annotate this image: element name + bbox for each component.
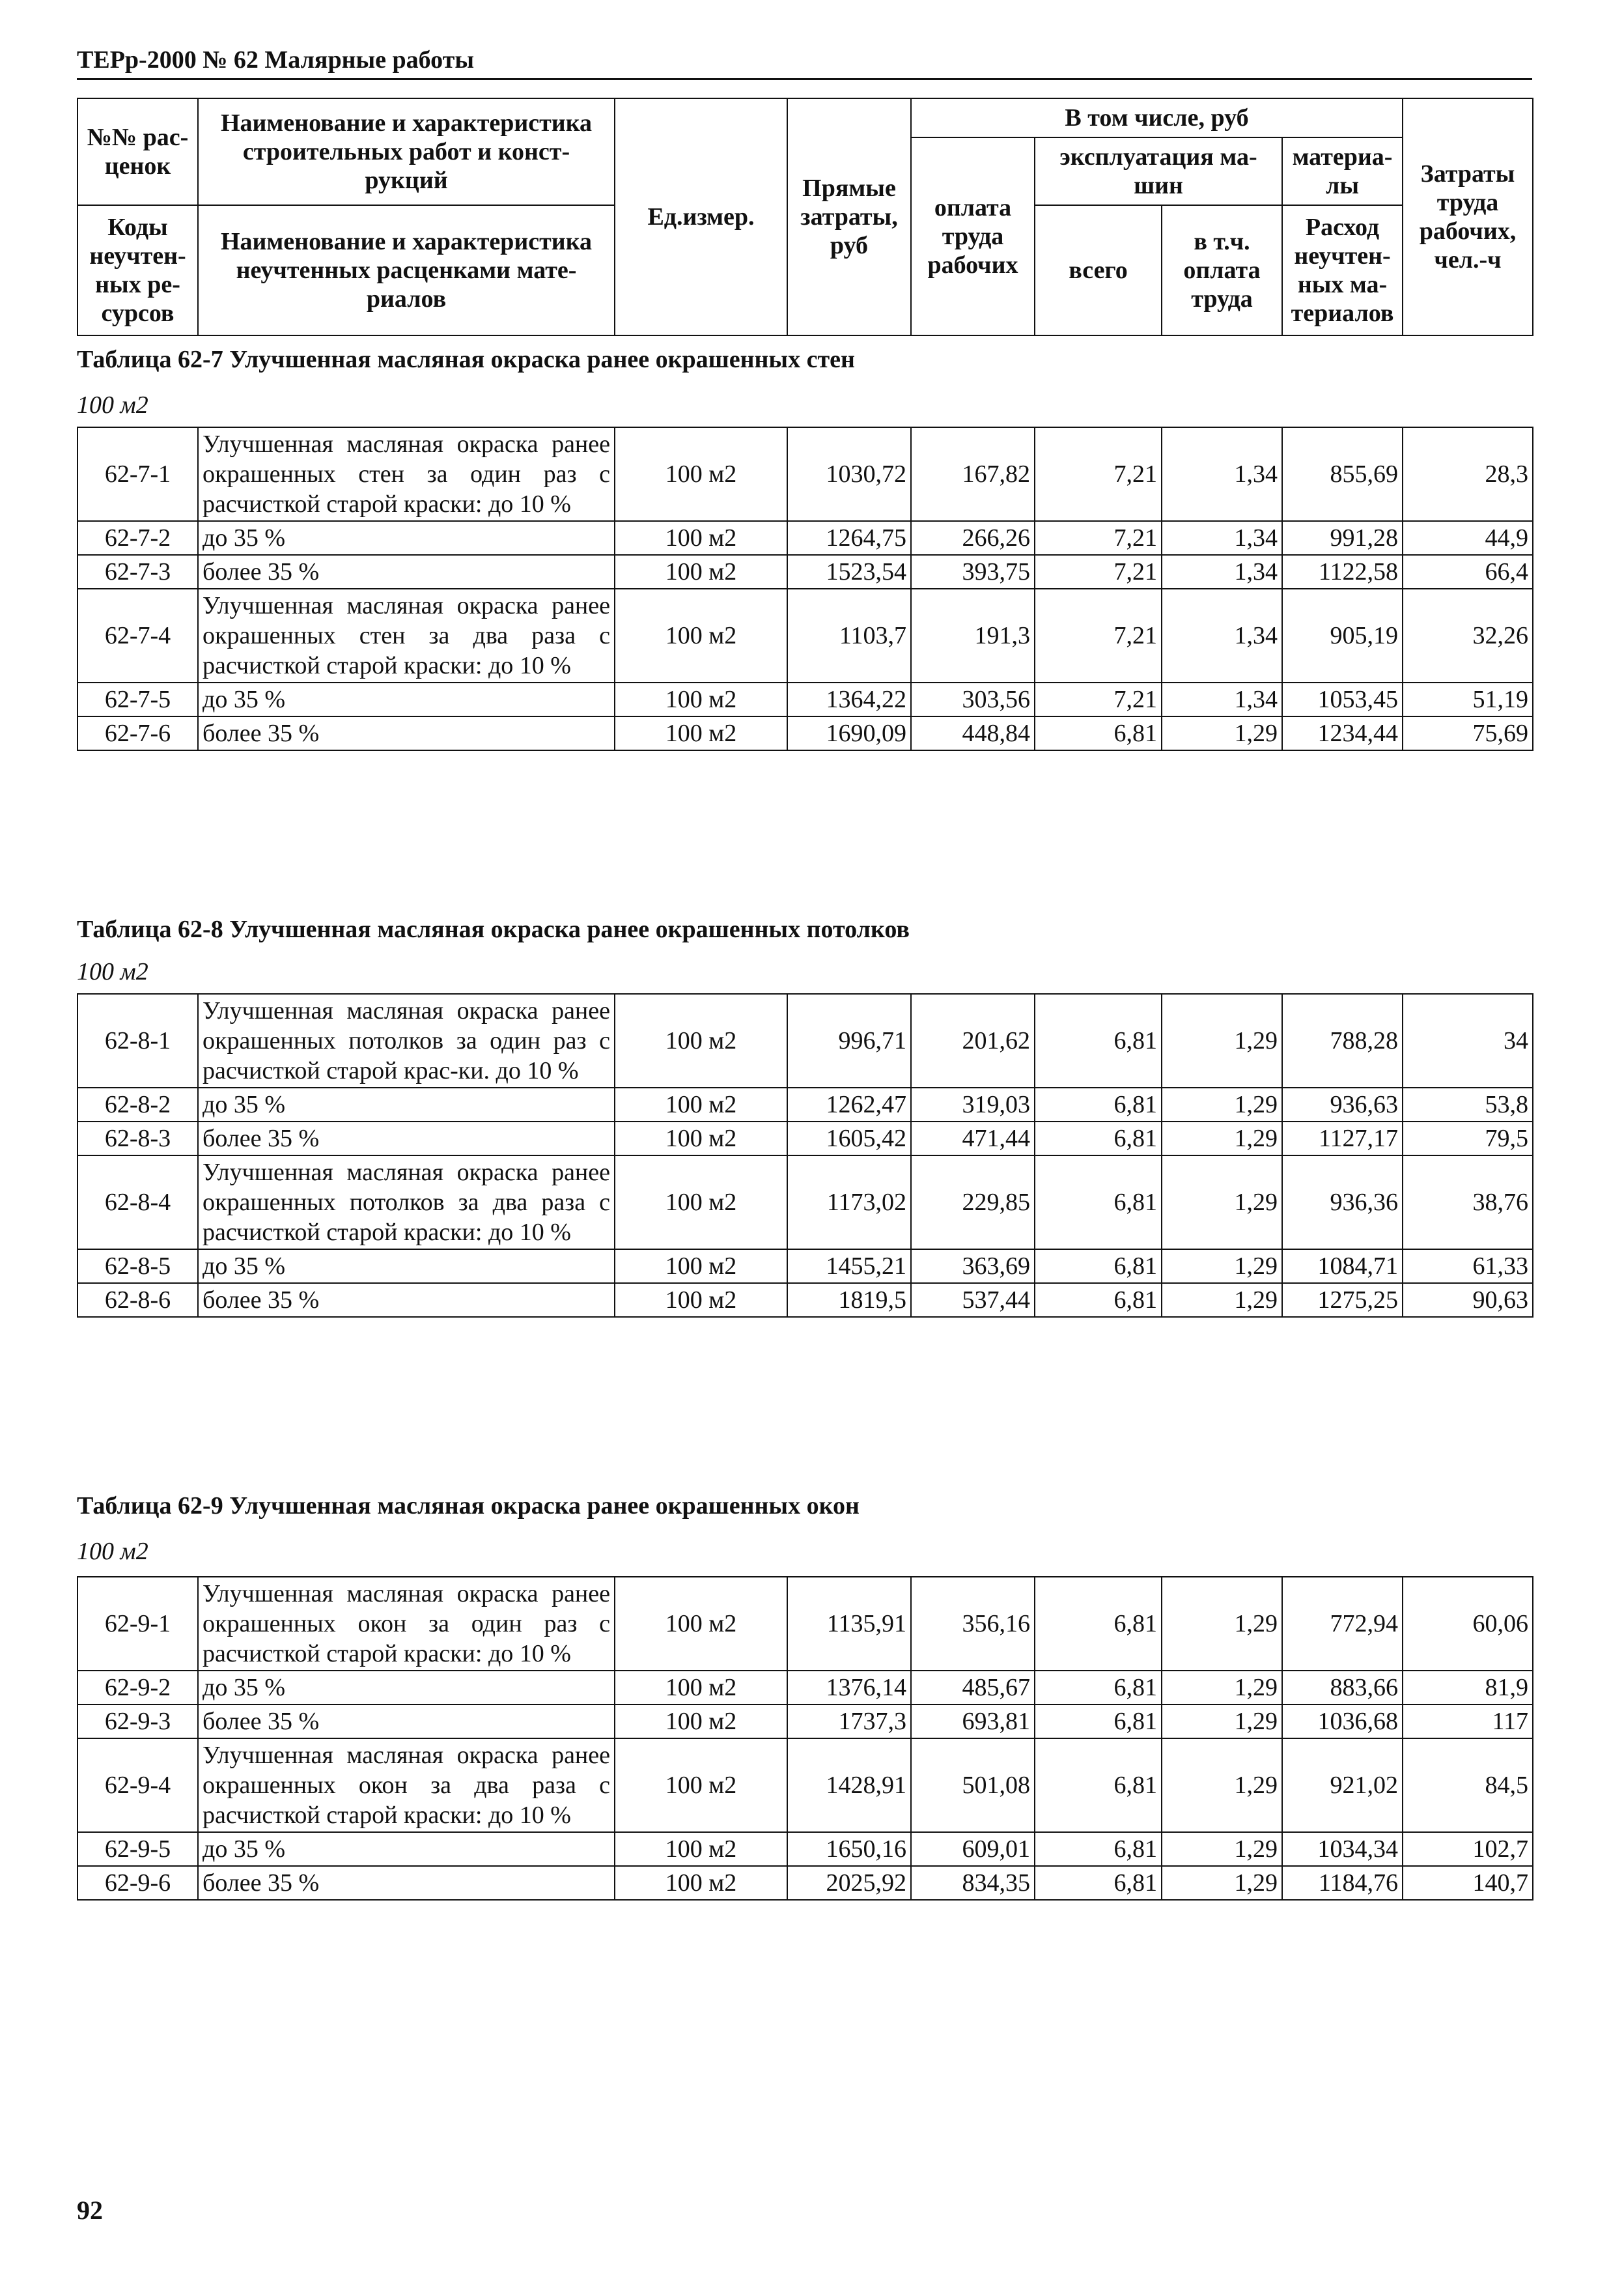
row-labor-hours: 38,76 [1403, 1155, 1533, 1249]
header-unit: Ед.измер. [615, 98, 787, 335]
row-labor-pay: 303,56 [911, 683, 1035, 716]
row-machine-total: 6,81 [1035, 1738, 1162, 1832]
row-direct-costs: 1455,21 [787, 1249, 911, 1283]
row-labor-hours: 117 [1403, 1704, 1533, 1738]
row-code: 62-9-5 [77, 1832, 198, 1866]
row-code: 62-9-1 [77, 1577, 198, 1671]
row-description: до 35 % [198, 1671, 615, 1704]
row-description: Улучшенная масляная окраска ранее окрашенных стен за один раз с расчисткой старой краски: до 10 % [198, 427, 615, 521]
row-labor-pay: 393,75 [911, 555, 1035, 589]
row-labor-hours: 44,9 [1403, 521, 1533, 555]
row-machine-total: 6,81 [1035, 1249, 1162, 1283]
header-including: В том числе, руб [911, 98, 1403, 137]
row-code: 62-7-6 [77, 716, 198, 750]
row-machine-total: 6,81 [1035, 1866, 1162, 1900]
table-62-9 [77, 1576, 1533, 1901]
row-machine-labor: 1,34 [1162, 521, 1282, 555]
row-machine-total: 6,81 [1035, 1155, 1162, 1249]
header-unaccounted-name: Наименование и характеристика неучтенных расценками мате-риалов [198, 205, 615, 335]
row-unit: 100 м2 [615, 589, 787, 683]
row-materials: 991,28 [1282, 521, 1403, 555]
row-labor-pay: 356,16 [911, 1577, 1035, 1671]
row-labor-hours: 90,63 [1403, 1283, 1533, 1317]
table-62-7 [77, 427, 1533, 751]
row-description: более 35 % [198, 1283, 615, 1317]
row-code: 62-7-2 [77, 521, 198, 555]
row-direct-costs: 996,71 [787, 994, 911, 1088]
row-machine-labor: 1,29 [1162, 1704, 1282, 1738]
row-materials: 936,36 [1282, 1155, 1403, 1249]
row-direct-costs: 1650,16 [787, 1832, 911, 1866]
table-62-9-unit: 100 м2 [77, 1538, 148, 1565]
table-row [77, 555, 1533, 589]
page-number: 92 [77, 2196, 103, 2225]
row-machine-labor: 1,29 [1162, 1832, 1282, 1866]
row-machine-labor: 1,29 [1162, 716, 1282, 750]
row-unit: 100 м2 [615, 555, 787, 589]
row-labor-hours: 81,9 [1403, 1671, 1533, 1704]
row-code: 62-9-4 [77, 1738, 198, 1832]
row-labor-pay: 471,44 [911, 1122, 1035, 1155]
row-machine-labor: 1,29 [1162, 1088, 1282, 1122]
row-description: более 35 % [198, 1866, 615, 1900]
row-description: Улучшенная масляная окраска ранее окрашенных окон за один раз с расчисткой старой краски: до 10 % [198, 1577, 615, 1671]
row-description: более 35 % [198, 1122, 615, 1155]
row-unit: 100 м2 [615, 683, 787, 716]
table-row [77, 1283, 1533, 1317]
row-materials: 1122,58 [1282, 555, 1403, 589]
row-materials: 855,69 [1282, 427, 1403, 521]
table-62-8 [77, 993, 1533, 1318]
row-description: до 35 % [198, 1088, 615, 1122]
row-code: 62-8-4 [77, 1155, 198, 1249]
row-labor-pay: 229,85 [911, 1155, 1035, 1249]
table-row [77, 427, 1533, 521]
page-header: ТЕРр-2000 № 62 Малярные работы [77, 46, 1532, 80]
header-machine-labor: в т.ч. оплата труда [1162, 205, 1282, 335]
row-description: более 35 % [198, 1704, 615, 1738]
row-materials: 1084,71 [1282, 1249, 1403, 1283]
row-labor-pay: 266,26 [911, 521, 1035, 555]
row-labor-hours: 28,3 [1403, 427, 1533, 521]
row-labor-pay: 319,03 [911, 1088, 1035, 1122]
row-unit: 100 м2 [615, 1866, 787, 1900]
row-labor-hours: 32,26 [1403, 589, 1533, 683]
row-materials: 1034,34 [1282, 1832, 1403, 1866]
row-labor-pay: 501,08 [911, 1738, 1035, 1832]
row-description: Улучшенная масляная окраска ранее окрашенных потолков за два раза с расчисткой старой краски: до 10 % [198, 1155, 615, 1249]
row-machine-total: 7,21 [1035, 589, 1162, 683]
row-machine-total: 6,81 [1035, 994, 1162, 1088]
row-description: до 35 % [198, 1249, 615, 1283]
row-materials: 788,28 [1282, 994, 1403, 1088]
table-62-9-caption: Таблица 62-9 Улучшенная масляная окраска ранее окрашенных окон [77, 1492, 860, 1520]
row-code: 62-8-3 [77, 1122, 198, 1155]
row-direct-costs: 1135,91 [787, 1577, 911, 1671]
row-labor-pay: 363,69 [911, 1249, 1035, 1283]
row-labor-pay: 693,81 [911, 1704, 1035, 1738]
row-direct-costs: 1262,47 [787, 1088, 911, 1122]
row-description: более 35 % [198, 555, 615, 589]
row-machine-total: 6,81 [1035, 1122, 1162, 1155]
row-unit: 100 м2 [615, 1832, 787, 1866]
row-machine-labor: 1,29 [1162, 1249, 1282, 1283]
row-machine-total: 6,81 [1035, 1577, 1162, 1671]
table-row [77, 1704, 1533, 1738]
row-materials: 1275,25 [1282, 1283, 1403, 1317]
row-unit: 100 м2 [615, 1122, 787, 1155]
header-name: Наименование и характеристика строительных работ и конст-рукций [198, 98, 615, 205]
row-code: 62-9-3 [77, 1704, 198, 1738]
row-description: Улучшенная масляная окраска ранее окрашенных потолков за один раз с расчисткой старой крас-ки. до 10 % [198, 994, 615, 1088]
row-code: 62-8-2 [77, 1088, 198, 1122]
table-row [77, 1088, 1533, 1122]
row-direct-costs: 1690,09 [787, 716, 911, 750]
row-code: 62-8-6 [77, 1283, 198, 1317]
header-machine-total: всего [1035, 205, 1162, 335]
row-machine-total: 7,21 [1035, 427, 1162, 521]
row-labor-hours: 61,33 [1403, 1249, 1533, 1283]
row-unit: 100 м2 [615, 994, 787, 1088]
row-materials: 883,66 [1282, 1671, 1403, 1704]
row-machine-total: 6,81 [1035, 1283, 1162, 1317]
table-62-7-caption: Таблица 62-7 Улучшенная масляная окраска ранее окрашенных стен [77, 346, 855, 373]
row-labor-hours: 140,7 [1403, 1866, 1533, 1900]
row-unit: 100 м2 [615, 427, 787, 521]
header-code: №№ рас-ценок [77, 98, 198, 205]
row-labor-pay: 537,44 [911, 1283, 1035, 1317]
row-code: 62-7-5 [77, 683, 198, 716]
row-description: до 35 % [198, 1832, 615, 1866]
row-code: 62-9-2 [77, 1671, 198, 1704]
table-row [77, 1738, 1533, 1832]
row-materials: 1036,68 [1282, 1704, 1403, 1738]
row-description: Улучшенная масляная окраска ранее окрашенных стен за два раза с расчисткой старой краски: до 10 % [198, 589, 615, 683]
row-code: 62-7-3 [77, 555, 198, 589]
header-unaccounted-materials: Расход неучтен-ных ма-териалов [1282, 205, 1403, 335]
row-unit: 100 м2 [615, 1704, 787, 1738]
row-machine-total: 6,81 [1035, 1671, 1162, 1704]
row-labor-hours: 51,19 [1403, 683, 1533, 716]
row-machine-labor: 1,29 [1162, 1577, 1282, 1671]
row-machine-total: 6,81 [1035, 716, 1162, 750]
table-row [77, 683, 1533, 716]
row-direct-costs: 1030,72 [787, 427, 911, 521]
table-row [77, 716, 1533, 750]
row-machine-total: 6,81 [1035, 1704, 1162, 1738]
row-code: 62-9-6 [77, 1866, 198, 1900]
row-materials: 772,94 [1282, 1577, 1403, 1671]
row-machine-labor: 1,34 [1162, 427, 1282, 521]
row-unit: 100 м2 [615, 1155, 787, 1249]
header-materials: материа-лы [1282, 137, 1403, 205]
row-machine-total: 7,21 [1035, 555, 1162, 589]
row-unit: 100 м2 [615, 1283, 787, 1317]
row-description: до 35 % [198, 683, 615, 716]
row-machine-labor: 1,29 [1162, 1738, 1282, 1832]
row-machine-labor: 1,29 [1162, 1283, 1282, 1317]
row-direct-costs: 1376,14 [787, 1671, 911, 1704]
row-unit: 100 м2 [615, 1671, 787, 1704]
row-unit: 100 м2 [615, 716, 787, 750]
row-labor-pay: 609,01 [911, 1832, 1035, 1866]
row-materials: 1234,44 [1282, 716, 1403, 750]
row-machine-labor: 1,29 [1162, 1671, 1282, 1704]
row-materials: 921,02 [1282, 1738, 1403, 1832]
row-code: 62-8-1 [77, 994, 198, 1088]
row-materials: 905,19 [1282, 589, 1403, 683]
row-materials: 1184,76 [1282, 1866, 1403, 1900]
row-unit: 100 м2 [615, 1577, 787, 1671]
row-labor-hours: 60,06 [1403, 1577, 1533, 1671]
row-code: 62-7-1 [77, 427, 198, 521]
row-description: Улучшенная масляная окраска ранее окрашенных окон за два раза с расчисткой старой краски: до 10 % [198, 1738, 615, 1832]
row-machine-labor: 1,34 [1162, 683, 1282, 716]
row-direct-costs: 1264,75 [787, 521, 911, 555]
row-labor-hours: 53,8 [1403, 1088, 1533, 1122]
row-machine-labor: 1,29 [1162, 1866, 1282, 1900]
row-machine-total: 7,21 [1035, 683, 1162, 716]
table-row [77, 1122, 1533, 1155]
table-row [77, 1866, 1533, 1900]
row-machine-total: 6,81 [1035, 1088, 1162, 1122]
row-unit: 100 м2 [615, 1088, 787, 1122]
row-labor-pay: 201,62 [911, 994, 1035, 1088]
row-labor-hours: 66,4 [1403, 555, 1533, 589]
table-row [77, 1155, 1533, 1249]
row-machine-total: 6,81 [1035, 1832, 1162, 1866]
row-machine-labor: 1,34 [1162, 589, 1282, 683]
row-labor-pay: 834,35 [911, 1866, 1035, 1900]
table-row [77, 589, 1533, 683]
row-machine-labor: 1,29 [1162, 994, 1282, 1088]
table-row [77, 1577, 1533, 1671]
table-row [77, 1671, 1533, 1704]
row-unit: 100 м2 [615, 1249, 787, 1283]
row-labor-hours: 34 [1403, 994, 1533, 1088]
table-62-7-unit: 100 м2 [77, 391, 148, 419]
table-row [77, 994, 1533, 1088]
row-direct-costs: 1737,3 [787, 1704, 911, 1738]
table-row [77, 1249, 1533, 1283]
row-labor-hours: 79,5 [1403, 1122, 1533, 1155]
row-direct-costs: 1523,54 [787, 555, 911, 589]
row-machine-total: 7,21 [1035, 521, 1162, 555]
row-machine-labor: 1,29 [1162, 1155, 1282, 1249]
row-labor-pay: 448,84 [911, 716, 1035, 750]
row-labor-hours: 102,7 [1403, 1832, 1533, 1866]
header-labor-hours: Затраты труда рабочих, чел.-ч [1403, 98, 1533, 335]
row-labor-pay: 485,67 [911, 1671, 1035, 1704]
row-code: 62-7-4 [77, 589, 198, 683]
row-direct-costs: 1819,5 [787, 1283, 911, 1317]
row-materials: 1127,17 [1282, 1122, 1403, 1155]
row-unit: 100 м2 [615, 1738, 787, 1832]
row-machine-labor: 1,29 [1162, 1122, 1282, 1155]
column-header-table [77, 98, 1533, 336]
table-62-8-unit: 100 м2 [77, 958, 148, 985]
row-direct-costs: 2025,92 [787, 1866, 911, 1900]
table-row [77, 521, 1533, 555]
row-labor-hours: 75,69 [1403, 716, 1533, 750]
row-unit: 100 м2 [615, 521, 787, 555]
row-materials: 936,63 [1282, 1088, 1403, 1122]
header-labor-pay: оплата труда рабочих [911, 137, 1035, 335]
row-description: до 35 % [198, 521, 615, 555]
row-direct-costs: 1103,7 [787, 589, 911, 683]
row-direct-costs: 1428,91 [787, 1738, 911, 1832]
row-direct-costs: 1364,22 [787, 683, 911, 716]
row-labor-pay: 167,82 [911, 427, 1035, 521]
row-machine-labor: 1,34 [1162, 555, 1282, 589]
row-description: более 35 % [198, 716, 615, 750]
header-resource-codes: Коды неучтен-ных ре-сурсов [77, 205, 198, 335]
table-62-8-caption: Таблица 62-8 Улучшенная масляная окраска ранее окрашенных потолков [77, 916, 910, 943]
row-direct-costs: 1605,42 [787, 1122, 911, 1155]
row-direct-costs: 1173,02 [787, 1155, 911, 1249]
header-machine-operation: эксплуатация ма-шин [1035, 137, 1282, 205]
row-labor-pay: 191,3 [911, 589, 1035, 683]
row-code: 62-8-5 [77, 1249, 198, 1283]
header-direct-costs: Прямые затраты, руб [787, 98, 911, 335]
row-labor-hours: 84,5 [1403, 1738, 1533, 1832]
row-materials: 1053,45 [1282, 683, 1403, 716]
table-row [77, 1832, 1533, 1866]
